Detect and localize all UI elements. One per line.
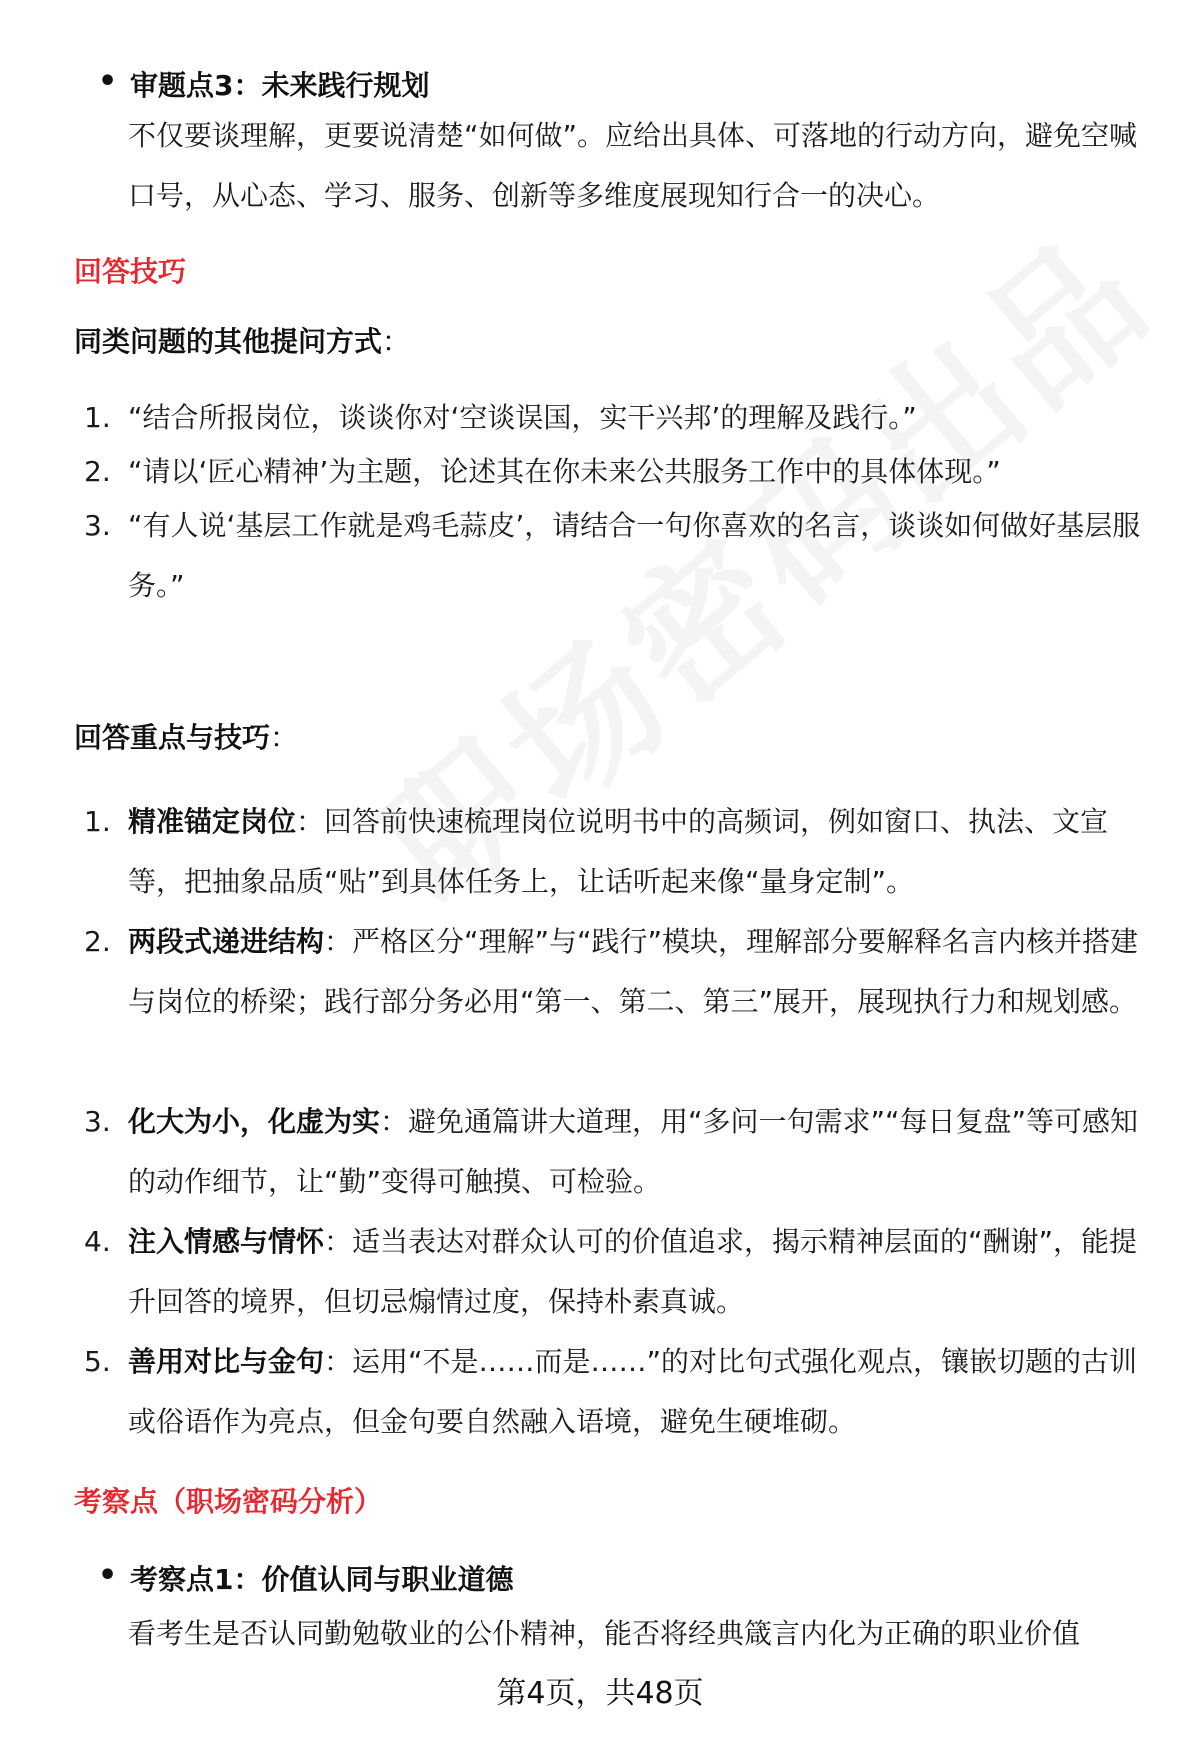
list-item-text: “请以‘匠心精神’为主题，论述其在你未来公共服务工作中的具体体现。” <box>128 455 1001 488</box>
list-number: 1. <box>84 401 111 434</box>
tip-item-text: ：严格区分“理解”与“践行”模块，理解部分要解释名言内核并搭建与岗位的桥梁；践行部分务必用“第一、第二、第三”展开，展现执行力和规划感。 <box>128 925 1139 1018</box>
similar-question-item <box>84 442 1148 502</box>
tip-item-text: ：回答前快速梳理岗位说明书中的高频词，例如窗口、执法、文宣等，把抽象品质“贴”到具体任务上，让话听起来像“量身定制”。 <box>128 805 1109 898</box>
tip-item <box>84 792 1148 912</box>
tip-item <box>84 912 1148 1032</box>
tip-item <box>84 1092 1148 1212</box>
list-number: 5. <box>84 1345 111 1378</box>
similar-question-item <box>84 388 1148 448</box>
tip-item-keyword: 两段式递进结构 <box>128 925 325 958</box>
exam-point-1-title-text: 考察点1：价值认同与职业道德 <box>130 1563 514 1596</box>
tip-item-keyword: 化大为小，化虚为实 <box>128 1105 381 1138</box>
list-number: 3. <box>84 509 111 542</box>
tip-item <box>84 1212 1148 1332</box>
exam-point-3-title <box>100 64 429 104</box>
tip-item-keyword: 善用对比与金句 <box>128 1345 325 1378</box>
list-number: 2. <box>84 925 111 958</box>
list-number: 1. <box>84 805 111 838</box>
similar-questions-heading-text: 同类问题的其他提问方式 <box>74 325 383 358</box>
list-number: 4. <box>84 1225 111 1258</box>
tip-item-text: ：运用“不是……而是……”的对比句式强化观点，镶嵌切题的古训或俗语作为亮点，但金句要自然融入语境，避免生硬堆砌。 <box>128 1345 1138 1438</box>
similar-question-item <box>84 496 1148 616</box>
similar-questions-heading <box>74 320 410 360</box>
list-number: 2. <box>84 455 111 488</box>
answer-tips-heading-colon: ： <box>270 721 299 754</box>
list-item-text: “结合所报岗位，谈谈你对‘空谈误国，实干兴邦’的理解及践行。” <box>128 401 917 434</box>
tip-item-text: ：适当表达对群众认可的价值追求，揭示精神层面的“酬谢”，能提升回答的境界，但切忌煽情过度，保持朴素真诚。 <box>128 1225 1138 1318</box>
section-title-answer-skills: 回答技巧 <box>74 255 187 288</box>
exam-point-1-body: 看考生是否认同勤勉敬业的公仆精神，能否将经典箴言内化为正确的职业价值 <box>128 1617 1081 1650</box>
list-number: 3. <box>84 1105 111 1138</box>
list-item-text: “有人说‘基层工作就是鸡毛蒜皮’，请结合一句你喜欢的名言，谈谈如何做好基层服务。” <box>128 509 1141 602</box>
exam-point-1-title <box>100 1558 513 1598</box>
exam-point-3-title-text: 审题点3：未来践行规划 <box>130 69 430 102</box>
similar-questions-heading-colon: ： <box>382 325 411 358</box>
tip-item-keyword: 注入情感与情怀 <box>128 1225 325 1258</box>
answer-tips-heading-text: 回答重点与技巧 <box>74 721 271 754</box>
section-title-exam-points: 考察点（职场密码分析） <box>74 1485 383 1518</box>
answer-tips-heading <box>74 716 298 756</box>
tip-item-keyword: 精准锚定岗位 <box>128 805 297 838</box>
tip-item-text: ：避免通篇讲大道理，用“多问一句需求”“每日复盘”等可感知的动作细节，让“勤”变得可触摸、可检验。 <box>128 1105 1139 1198</box>
exam-point-3-body: 不仅要谈理解，更要说清楚“如何做”。应给出具体、可落地的行动方向，避免空喊口号，从心态、学习、服务、创新等多维度展现知行合一的决心。 <box>128 119 1138 212</box>
tip-item <box>84 1332 1148 1452</box>
page-number: 第4页，共48页 <box>496 1676 704 1711</box>
